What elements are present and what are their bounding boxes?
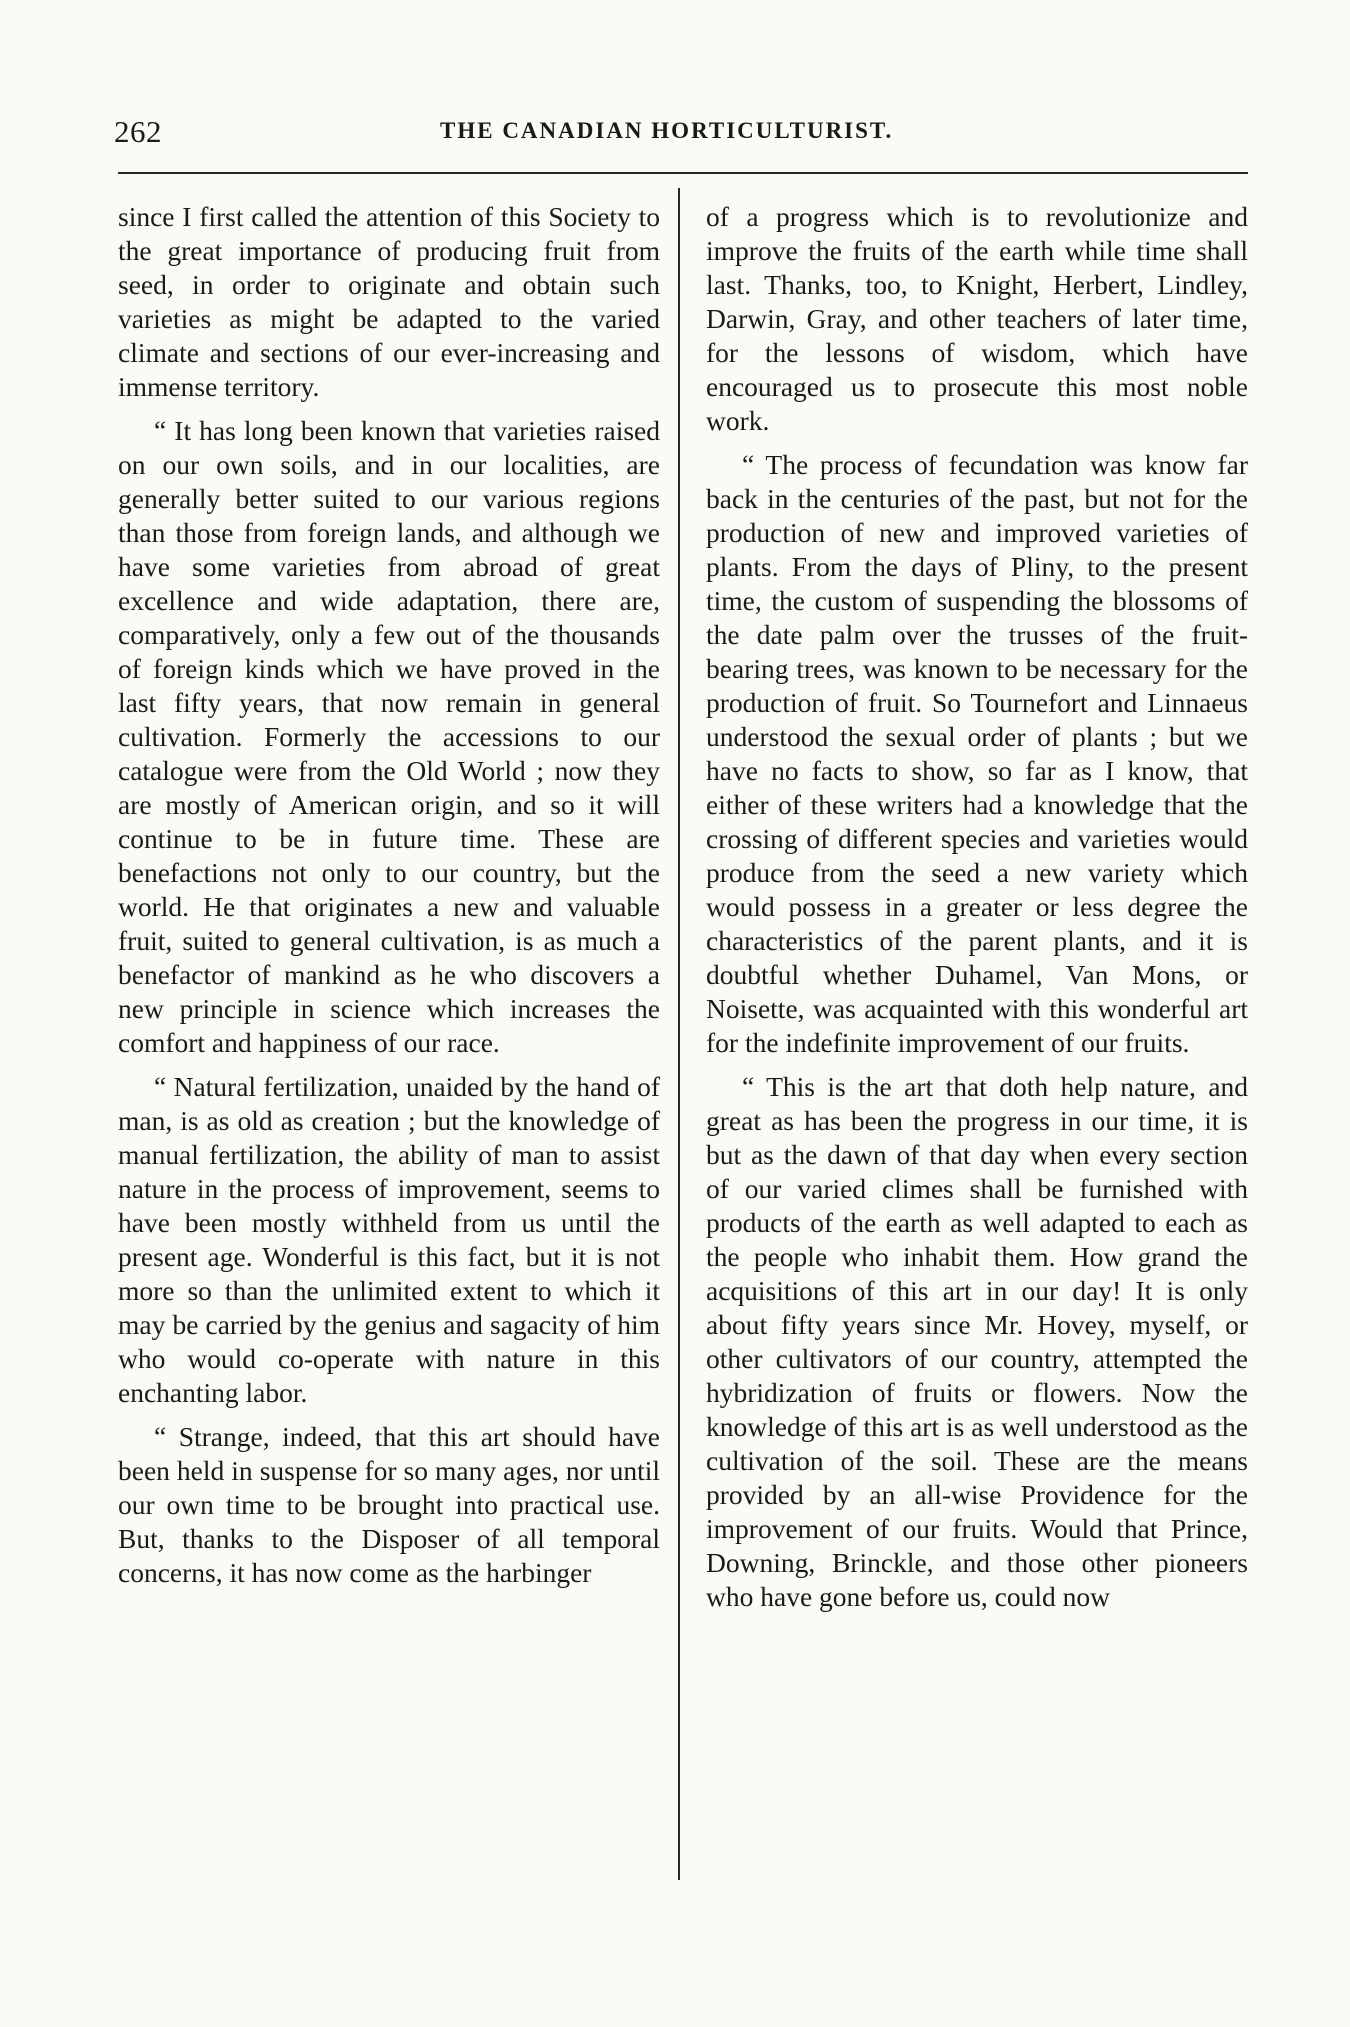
running-head: THE CANADIAN HORTICULTURIST. <box>440 118 894 143</box>
right-paragraph-1: of a progress which is to revolutionize and improve the fruits of the earth while time shall last. Thanks, too, to Knight, Herbert, Lindley, Darwin, Gray, and other teachers of later time, for the lessons of wisdom, which have encouraged us to prosecute this most noble work. <box>706 201 1248 436</box>
left-paragraph-3: “ Natural fertilization, unaided by the hand of man, is as old as creation ; but the knowledge of manual fertilization, the ability of man to assist nature in the process of improvement, seems to have been mostly withheld from us until the present age. Wonderful is this fact, but it is not more so than the unlimited extent to which it may be carried by the genius and sagacity of him who would co-operate with nature in this enchanting labor. <box>118 1071 660 1408</box>
right-paragraph-3: “ This is the art that doth help nature, and great as has been the progress in our time, it is but as the dawn of that day when every section of our varied climes shall be furnished with products of the earth as well adapted to each as the people who inhabit them. How grand the acquisitions of this art in our day! It is only about fifty years since Mr. Hovey, myself, or other cultivators of our country, attempted the hybridization of fruits or flowers. Now the knowledge of this art is as well understood as the cultivation of the soil. These are the means provided by an all-wise Providence for the improvement of our fruits. Would that Prince, Downing, Brinckle, and those other pioneers who have gone before us, could now <box>706 1071 1248 1612</box>
right-paragraph-2: “ The process of fecundation was know far back in the centuries of the past, but not for the production of new and improved varieties of plants. From the days of Pliny, to the present time, the custom of suspending the blossoms of the date palm over the trusses of the fruit-bearing trees, was known to be necessary for the production of fruit. So Tournefort and Linnaeus understood the sexual order of plants ; but we have no facts to show, so far as I know, that either of these writers had a knowledge that the crossing of different species and varieties would produce from the seed a new variety which would possess in a greater or less degree the characteristics of the parent plants, and it is doubtful whether Duhamel, Van Mons, or Noisette, was acquainted with this wonderful art for the indefinite improvement of our fruits. <box>706 449 1248 1058</box>
left-paragraph-1: since I first called the attention of this Society to the great importance of producing fruit from seed, in order to originate and obtain such varieties as might be adapted to the varied climate and sections of our ever-increasing and immense territory. <box>118 201 660 402</box>
right-column <box>706 200 1248 1624</box>
header-rule <box>118 172 1248 174</box>
left-paragraph-4: “ Strange, indeed, that this art should have been held in suspense for so many ages, nor until our own time to be brought into practical use. But, thanks to the Disposer of all temporal concerns, it has now come as the harbinger <box>118 1421 660 1588</box>
left-column <box>118 200 660 1600</box>
page-number: 262 <box>114 114 162 149</box>
column-divider <box>678 188 680 1880</box>
left-paragraph-2: “ It has long been known that varieties raised on our own soils, and in our localities, are generally better suited to our various regions than those from foreign lands, and although we have some varieties from abroad of great excellence and wide adaptation, there are, comparatively, only a few out of the thousands of foreign kinds which we have proved in the last fifty years, that now remain in general cultivation. Formerly the accessions to our catalogue were from the Old World ; now they are mostly of American origin, and so it will continue to be in future time. These are benefactions not only to our country, but the world. He that originates a new and valuable fruit, suited to general cultivation, is as much a benefactor of mankind as he who discovers a new principle in science which increases the comfort and happiness of our race. <box>118 415 660 1058</box>
